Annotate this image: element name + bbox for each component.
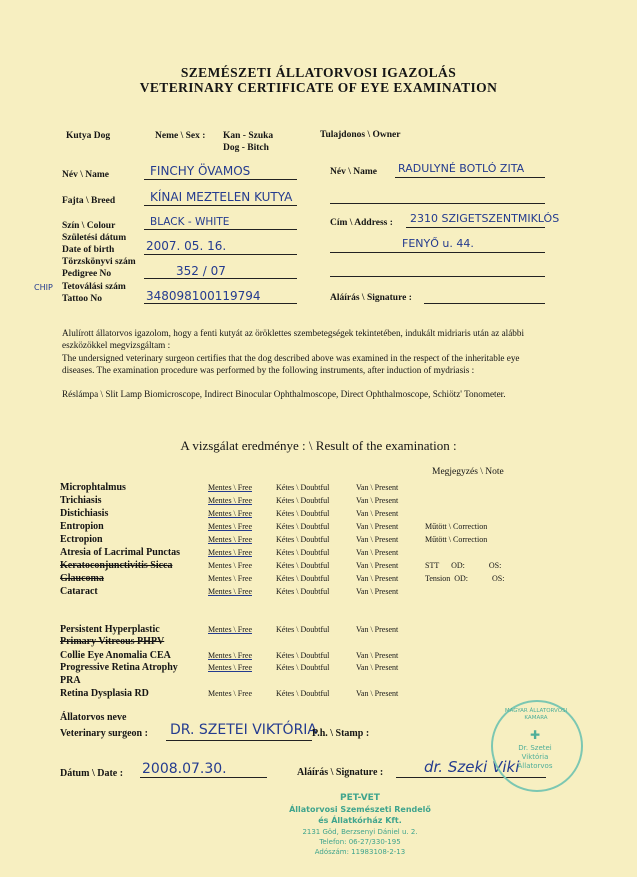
vet-label-en: Veterinary surgeon : <box>60 728 148 739</box>
stamp-label: P.h. \ Stamp : <box>312 728 370 739</box>
pedigree-value: 352 / 07 <box>176 264 226 278</box>
result-present: Van \ Present <box>356 522 399 531</box>
breed-label: Fajta \ Breed <box>62 196 116 206</box>
vet-signature-label: Aláírás \ Signature : <box>297 767 384 778</box>
colour-label: Szín \ Colour <box>62 221 116 231</box>
result-free: Mentes \ Free <box>208 483 252 492</box>
disease-label: Trichiasis <box>60 495 102 506</box>
disease-label: Collie Eye Anomalia CEA <box>60 650 171 661</box>
result-free: Mentes \ Free <box>208 548 252 557</box>
result-doubtful: Kétes \ Doubtful <box>276 663 330 672</box>
result-doubtful: Kétes \ Doubtful <box>276 548 330 557</box>
dog-name-label: Név \ Name <box>62 170 109 180</box>
owner-name-value: RADULYNÉ BOTLÓ ZITA <box>398 162 525 175</box>
results-heading: A vizsgálat eredménye : \ Result of the examination : <box>180 438 457 453</box>
result-present: Van \ Present <box>356 574 399 583</box>
address-line-3 <box>330 276 545 277</box>
veterinary-chamber-stamp <box>491 700 583 792</box>
result-free: Mentes \ Free <box>208 535 252 544</box>
result-free: Mentes \ Free <box>208 522 252 531</box>
disease-label: Persistent Hyperplastic <box>60 624 160 635</box>
tattoo-line <box>144 303 297 304</box>
result-free: Mentes \ Free <box>208 561 252 570</box>
result-doubtful: Kétes \ Doubtful <box>276 483 330 492</box>
result-free: Mentes \ Free <box>208 689 252 698</box>
pedigree-label-en: Pedigree No <box>62 269 112 279</box>
dob-line <box>144 254 297 255</box>
colour-line <box>144 229 297 230</box>
disease-label: PRA <box>60 675 81 686</box>
disease-label: Cataract <box>60 586 98 597</box>
owner-name-label: Név \ Name <box>330 167 377 177</box>
vet-name-value: DR. SZETEI VIKTÓRIA <box>170 722 318 738</box>
address-line-1 <box>406 227 545 228</box>
result-doubtful: Kétes \ Doubtful <box>276 561 330 570</box>
colour-value: BLACK - WHITE <box>150 216 230 228</box>
dob-label-en: Date of birth <box>62 245 115 255</box>
disease-label: Retina Dysplasia RD <box>60 688 149 699</box>
result-present: Van \ Present <box>356 509 399 518</box>
disease-label: Atresia of Lacrimal Punctas <box>60 547 181 558</box>
dog-name-line <box>144 179 297 180</box>
result-doubtful: Kétes \ Doubtful <box>276 522 330 531</box>
clinic-stamp-line-5: Telefon: 06-27/330-195 <box>319 838 401 846</box>
result-present: Van \ Present <box>356 483 399 492</box>
title-english: VETERINARY CERTIFICATE OF EYE EXAMINATION <box>139 80 498 95</box>
declaration-english: The undersigned veterinary surgeon certifies that the dog described above was examined in the respect of the inheritable eye diseases. The examination procedure was performed by the following instruments, after induction of mydriasis : <box>62 353 520 375</box>
result-present: Van \ Present <box>356 689 399 698</box>
owner-signature-label: Aláírás \ Signature : <box>330 293 412 303</box>
address-line-2 <box>330 252 545 253</box>
disease-label: Entropion <box>60 521 104 532</box>
disease-label: Glaucoma <box>60 573 104 584</box>
vet-name-line <box>166 740 312 741</box>
clinic-stamp-line-4: 2131 Göd, Berzsenyi Dániel u. 2. <box>302 828 418 836</box>
clinic-stamp-line-6: Adószám: 11983108-2-13 <box>314 848 406 856</box>
pedigree-label-hu: Törzskönyvi szám <box>62 257 136 267</box>
sex-label: Neme \ Sex : <box>155 131 206 141</box>
stamp-cross-icon: ✚ <box>529 728 541 742</box>
result-free: Mentes \ Free <box>208 651 252 660</box>
tattoo-label-en: Tattoo No <box>62 294 103 304</box>
result-doubtful: Kétes \ Doubtful <box>276 651 330 660</box>
disease-label: Microphtalmus <box>60 482 126 493</box>
dog-name-value: FINCHY ÖVAMOS <box>150 164 251 178</box>
address-value-2: FENYŐ u. 44. <box>402 237 474 250</box>
result-free: Mentes \ Free <box>208 587 252 596</box>
declaration-instruments: Réslámpa \ Slit Lamp Biomicroscope, Indirect Binocular Ophthalmoscope, Direct Ophthalmoscope, Schiötz' Tonometer. <box>62 389 506 399</box>
clinic-stamp-line-2: Állatorvosi Szemészeti Rendelő <box>289 805 431 814</box>
disease-label: Distichiasis <box>60 508 109 519</box>
result-note: Műtött \ Correction <box>425 535 488 544</box>
tattoo-value: 348098100119794 <box>146 289 261 303</box>
declaration-hungarian: Alulírott állatorvos igazolom, hogy a fenti kutyát az öröklettes szembetegségek tekintetében, indukált midriaris után az alábbi eszközökkel megvizsgáltam : <box>62 328 525 350</box>
pedigree-line <box>144 278 297 279</box>
sex-options-hu: Kan - Szuka <box>223 131 274 141</box>
owner-extra-line <box>330 203 545 204</box>
date-label: Dátum \ Date : <box>60 768 124 779</box>
owner-signature-line <box>424 303 545 304</box>
vet-label-hu: Állatorvos neve <box>60 712 127 723</box>
result-free: Mentes \ Free <box>208 625 252 634</box>
dob-label-hu: Születési dátum <box>62 233 127 243</box>
result-present: Van \ Present <box>356 663 399 672</box>
chip-note: CHIP <box>34 283 53 292</box>
result-present: Van \ Present <box>356 561 399 570</box>
owner-header: Tulajdonos \ Owner <box>320 130 401 140</box>
stamp-center-1: Dr. Szetei <box>518 744 552 752</box>
disease-label: Progressive Retina Atrophy <box>60 662 178 673</box>
result-present: Van \ Present <box>356 496 399 505</box>
tattoo-label-hu: Tetoválási szám <box>62 282 126 292</box>
result-free: Mentes \ Free <box>208 509 252 518</box>
result-present: Van \ Present <box>356 651 399 660</box>
note-header: Megjegyzés \ Note <box>432 467 504 477</box>
result-doubtful: Kétes \ Doubtful <box>276 574 330 583</box>
result-doubtful: Kétes \ Doubtful <box>276 587 330 596</box>
date-line <box>140 777 267 778</box>
result-doubtful: Kétes \ Doubtful <box>276 625 330 634</box>
title-hungarian: SZEMÉSZETI ÁLLATORVOSI IGAZOLÁS <box>180 65 457 80</box>
date-value: 2008.07.30. <box>142 761 227 777</box>
stamp-center-3: Állatorvos <box>517 762 553 770</box>
dog-label: Kutya Dog <box>66 131 111 141</box>
disease-label: Primary Vitreous PHPV <box>60 636 165 647</box>
clinic-stamp-line-1: PET-VET <box>340 793 380 803</box>
result-doubtful: Kétes \ Doubtful <box>276 689 330 698</box>
result-present: Van \ Present <box>356 625 399 634</box>
result-doubtful: Kétes \ Doubtful <box>276 509 330 518</box>
result-doubtful: Kétes \ Doubtful <box>276 496 330 505</box>
owner-name-line <box>395 177 545 178</box>
result-free: Mentes \ Free <box>208 663 252 672</box>
result-present: Van \ Present <box>356 548 399 557</box>
result-free: Mentes \ Free <box>208 496 252 505</box>
breed-line <box>144 205 297 206</box>
result-present: Van \ Present <box>356 587 399 596</box>
stamp-center-2: Viktória <box>521 753 549 761</box>
result-note: Tension OD: OS: <box>425 574 505 583</box>
address-value-1: 2310 SZIGETSZENTMIKLÓS <box>410 212 560 225</box>
result-note: STT OD: OS: <box>425 561 502 570</box>
breed-value: KÍNAI MEZTELEN KUTYA <box>150 190 293 204</box>
sex-options-en: Dog - Bitch <box>223 143 269 153</box>
result-present: Van \ Present <box>356 535 399 544</box>
vet-signature: dr. Szeki Viki <box>424 758 520 776</box>
stamp-ring-text: MAGYAR ÁLLATORVOSI KAMARA <box>504 708 568 721</box>
dob-value: 2007. 05. 16. <box>146 239 227 253</box>
clinic-stamp-line-3: és Állatkórház Kft. <box>318 816 402 825</box>
disease-label: Ectropion <box>60 534 103 545</box>
result-note: Műtött \ Correction <box>425 522 488 531</box>
address-label: Cím \ Address : <box>330 218 393 228</box>
result-doubtful: Kétes \ Doubtful <box>276 535 330 544</box>
result-free: Mentes \ Free <box>208 574 252 583</box>
disease-label: Keratoconjunctivitis Sicca <box>60 560 173 571</box>
